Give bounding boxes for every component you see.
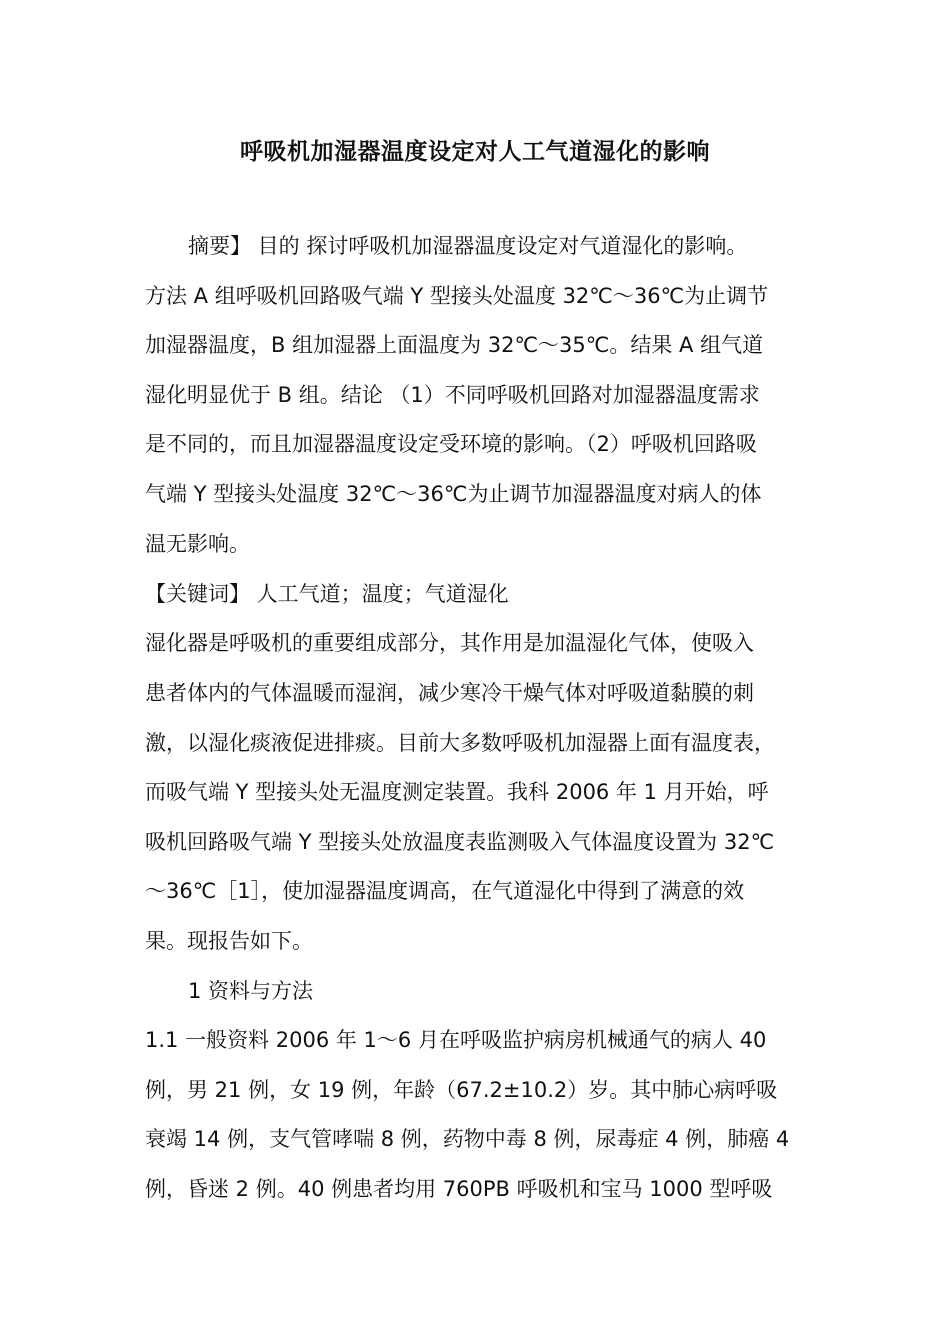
materials-line-1: 1.1 一般资料 2006 年 1～6 月在呼吸监护病房机械通气的病人 40: [145, 1028, 767, 1052]
abstract-line-2: 方法 A 组呼吸机回路吸气端 Y 型接头处温度 32℃～36℃为止调节: [145, 284, 769, 308]
section-heading: 1 资料与方法: [188, 979, 314, 1003]
abstract-line-6: 气端 Y 型接头处温度 32℃～36℃为止调节加湿器温度对病人的体: [145, 482, 762, 506]
document-title: 呼吸机加湿器温度设定对人工气道湿化的影响: [240, 139, 710, 165]
intro-line-4: 而吸气端 Y 型接头处无温度测定装置。我科 2006 年 1 月开始，呼: [145, 780, 769, 804]
intro-line-5: 吸机回路吸气端 Y 型接头处放温度表监测吸入气体温度设置为 32℃: [145, 830, 775, 854]
materials-line-4: 例，昏迷 2 例。40 例患者均用 760PB 呼吸机和宝马 1000 型呼吸: [145, 1177, 773, 1201]
keywords-line: 【关键词】 人工气道；温度；气道湿化: [145, 582, 509, 606]
materials-line-2: 例，男 21 例，女 19 例，年龄（67.2±10.2）岁。其中肺心病呼吸: [145, 1078, 778, 1102]
abstract-line-5: 是不同的，而且加湿器温度设定受环境的影响。（2）呼吸机回路吸: [145, 432, 757, 456]
abstract-line-4: 湿化明显优于 B 组。结论 （1）不同呼吸机回路对加湿器温度需求: [145, 383, 760, 407]
intro-line-1: 湿化器是呼吸机的重要组成部分，其作用是加温湿化气体，使吸入: [145, 631, 754, 655]
abstract-line-1: 摘要】 目的 探讨呼吸机加湿器温度设定对气道湿化的影响。: [188, 234, 748, 258]
intro-line-6: ～36℃［1］，使加湿器温度调高，在气道湿化中得到了满意的效: [145, 879, 745, 903]
abstract-line-7: 温无影响。: [145, 532, 250, 556]
intro-line-2: 患者体内的气体温暖而湿润，减少寒冷干燥气体对呼吸道黏膜的刺: [145, 681, 754, 705]
intro-line-3: 激，以湿化痰液促进排痰。目前大多数呼吸机加湿器上面有温度表，: [145, 731, 775, 755]
abstract-line-3: 加湿器温度，B 组加湿器上面温度为 32℃～35℃。结果 A 组气道: [145, 333, 764, 357]
materials-line-3: 衰竭 14 例，支气管哮喘 8 例，药物中毒 8 例，尿毒症 4 例，肺癌 4: [145, 1127, 790, 1151]
intro-line-7: 果。现报告如下。: [145, 929, 313, 953]
